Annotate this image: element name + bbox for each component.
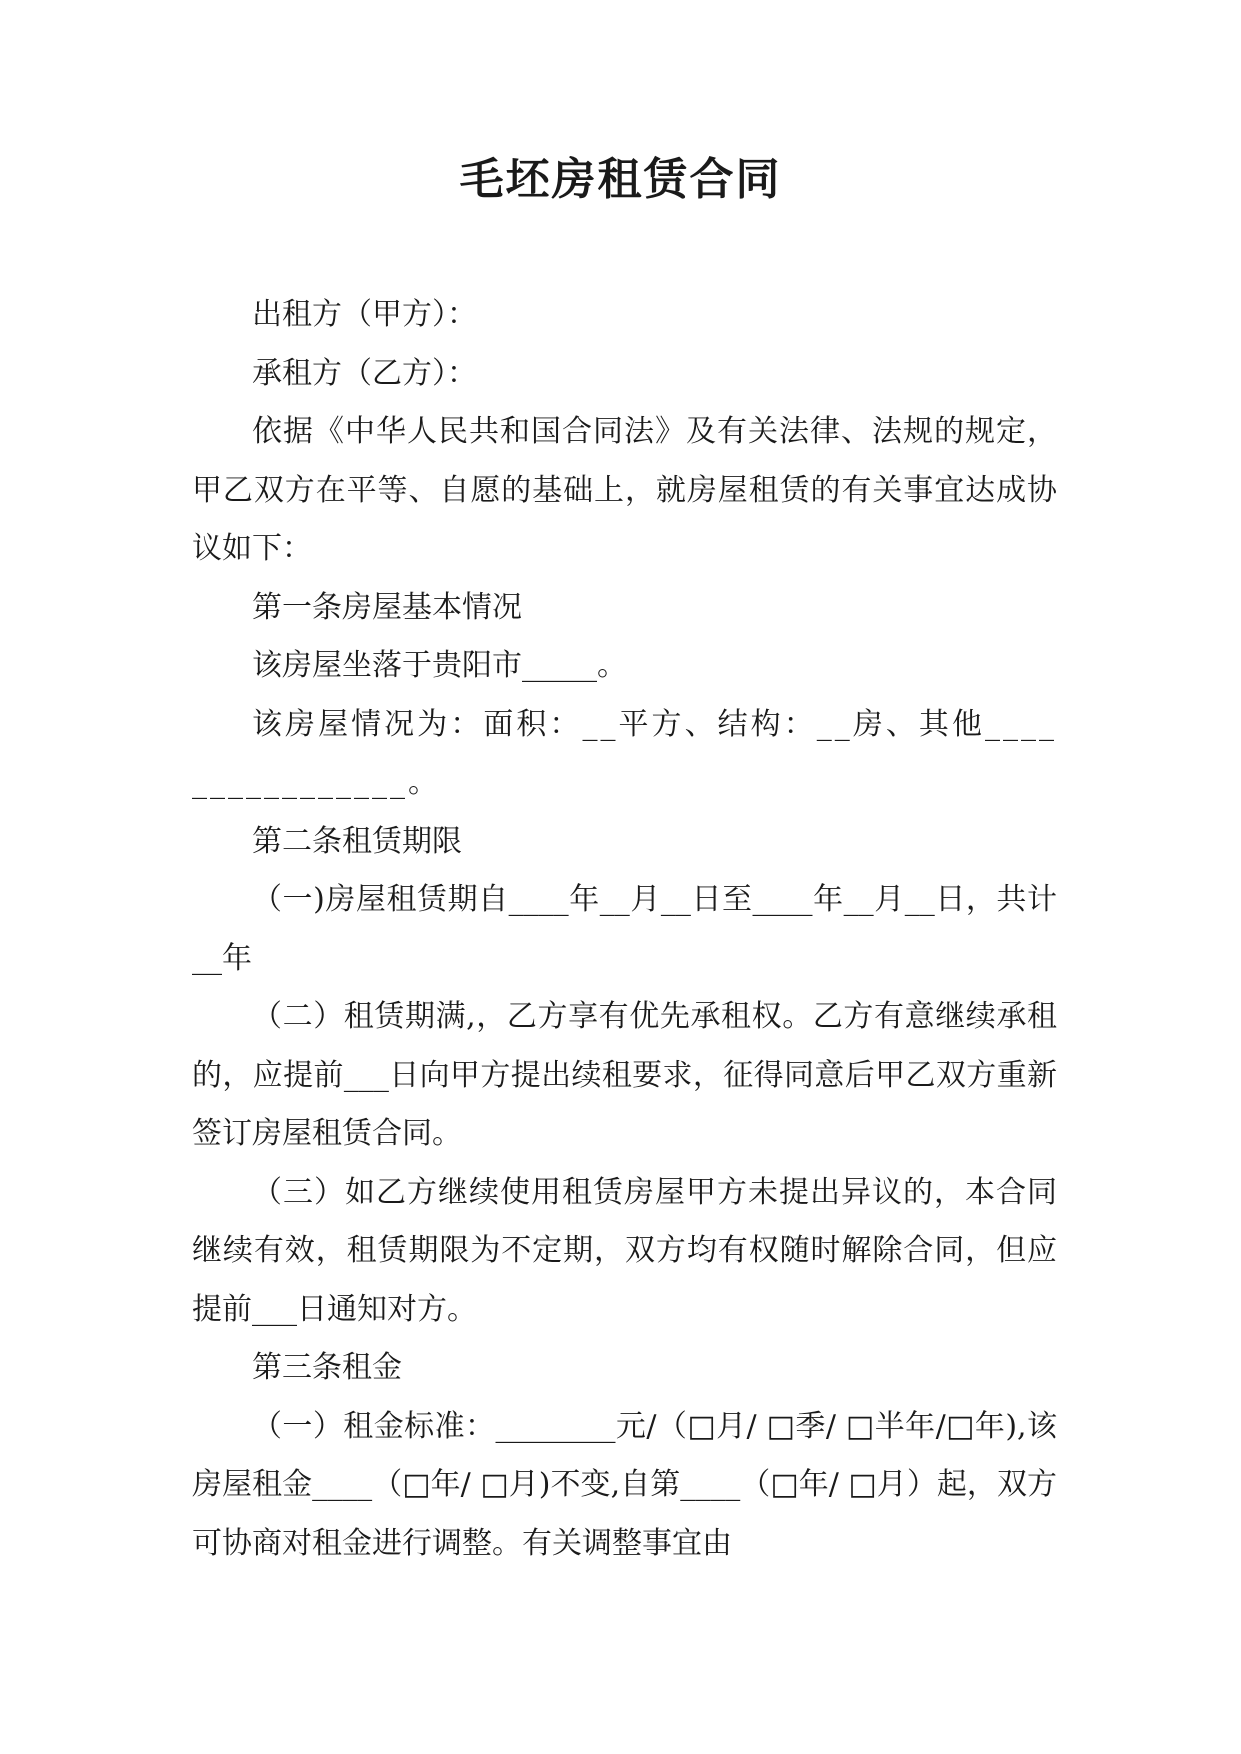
lease-term-clause-1: （一)房屋租赁期自____年__月__日至____年__月__日，共计__年 [192, 882, 1057, 976]
document-title: 毛坯房租赁合同 [459, 154, 782, 205]
lease-term-clause-3: （三）如乙方继续使用租赁房屋甲方未提出异议的，本合同继续有效，租赁期限为不定期，双方均有权随时解除合同，但应提前___日通知对方。 [192, 1174, 1057, 1327]
rent-clause-1: （一）租金标准：________元/（□月/ □季/ □半年/□年),该房屋租金____（□年/ □月)不变,自第____（□年/ □月）起，双方可协商对租金进行调整。有关调整事宜由 [192, 1408, 1057, 1561]
property-location-line: 该房屋坐落于贵阳市_____。 [252, 648, 627, 683]
preamble-paragraph: 依据《中华人民共和国合同法》及有关法律、法规的规定，甲乙双方在平等、自愿的基础上，就房屋租赁的有关事宜达成协议如下： [192, 414, 1057, 566]
lessee-line: 承租方（乙方）： [252, 355, 477, 391]
article-3-heading: 第三条租金 [252, 1350, 402, 1385]
article-2-heading: 第二条租赁期限 [252, 823, 462, 859]
document-body [192, 286, 1057, 1573]
lessor-line: 出租方（甲方）： [252, 297, 477, 332]
article-1-heading: 第一条房屋基本情况 [252, 589, 522, 625]
lease-term-clause-2: （二）租赁期满,，乙方享有优先承租权。乙方有意继续承租的，应提前___日向甲方提出续租要求，征得同意后甲乙双方重新签订房屋租赁合同。 [192, 999, 1057, 1151]
property-details-line: 该房屋情况为：面积：__平方、结构：__房、其他________________。 [192, 706, 1057, 800]
